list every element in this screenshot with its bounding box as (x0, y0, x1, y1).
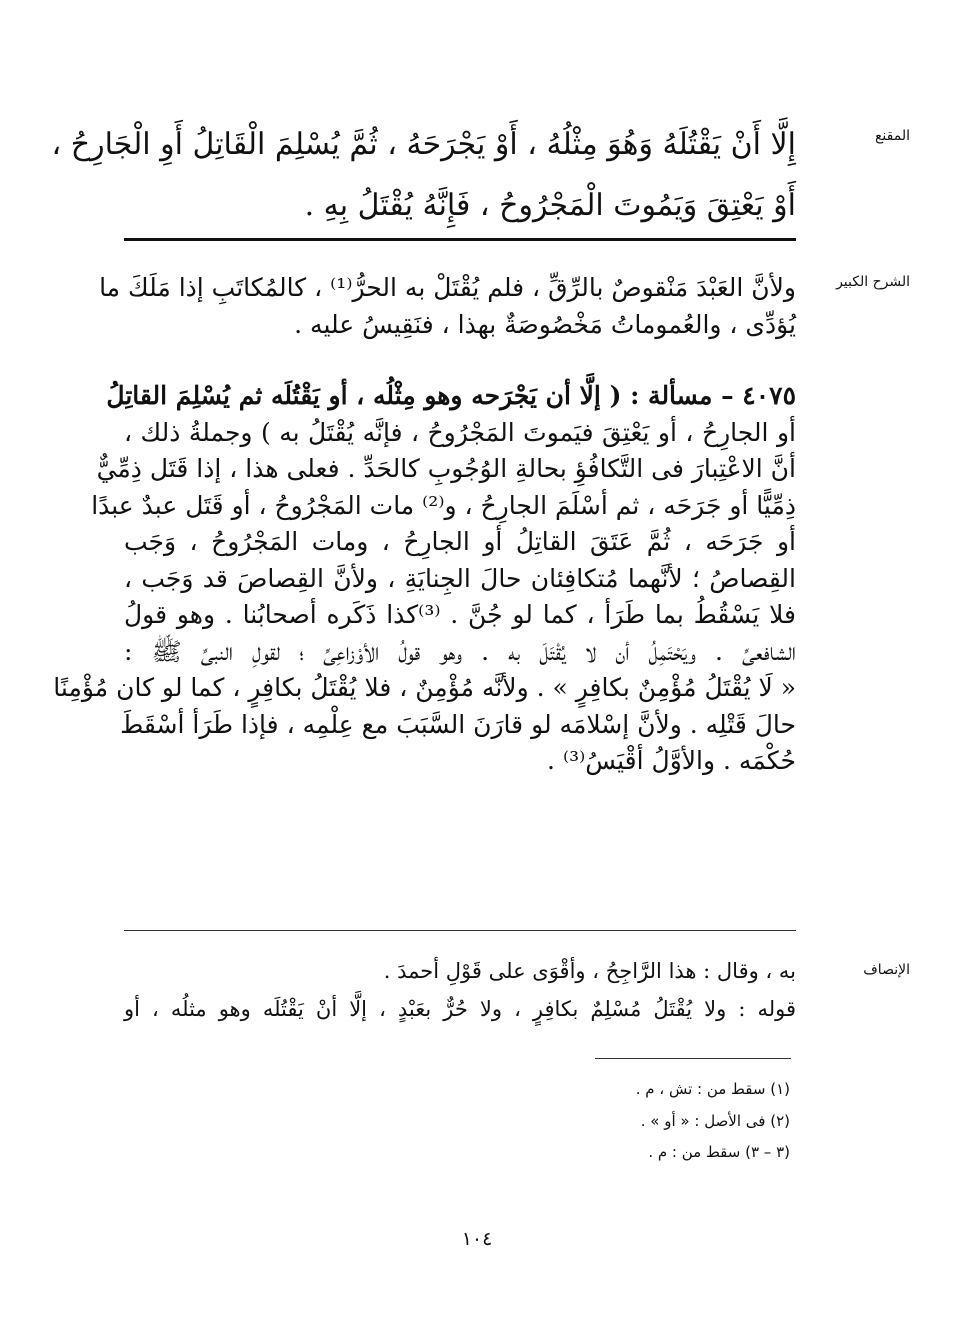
sharh-text (99, 270, 796, 343)
muqni-line: أَوْ يَعْتِقَ وَيَمُوتَ الْمَجْرُوحُ ، فَإِنَّهُ يُقْتَلُ بِهِ . (304, 188, 796, 223)
sharh-line: فلا يَسْقُطُ بما طَرَأ ، كما لو جُنَّ . ⁽³⁾كذا ذَكَره أصحابُنا . وهو قولُ (124, 600, 796, 629)
sharh-line: حالَ قَتْلِه . ولأنَّ إسْلامَه لو قارَنَ السَّبَبَ مع عِلْمِه ، فإذا طَرَأ أسْقَطَ (120, 709, 796, 739)
footnote-divider (595, 1058, 791, 1059)
sharh-line: أنَّ الاعْتِبارَ فى التَّكافُؤِ بحالةِ الوُجُوبِ كالحَدِّ . فعلى هذا ، إذا قَتَل ذِمِّيٌّ (96, 454, 796, 483)
sharh-line: حُكْمَه . والأوَّلُ أقْيَسُ⁽³⁾ . (547, 746, 796, 775)
masala-text (53, 378, 796, 780)
insaf-line: قوله : ولا يُقْتَلُ مُسْلِمٌ بكافِرٍ ، ولا حُرٌّ بعَبْدٍ ، إلَّا أنْ يَقْتُلَه وهو مثلُه ، أو (124, 997, 796, 1021)
footnote: (٢) فى الأصل : « أو » . (640, 1112, 790, 1130)
sharh-line: أو الجارِحُ ، أو يَعْتِقَ فيَموتَ المَجْرُوحُ ، فإنَّه يُقْتَلُ به ) وجملةُ ذلك ، (124, 417, 796, 447)
sharh-line: القِصاصُ ؛ لأنَّهما مُتكافِئان حالَ الجِنايَةِ ، ولأنَّ القِصاصَ قد وَجَب ، (124, 563, 796, 593)
insaf-text (124, 952, 796, 1028)
sharh-line: يُؤدِّى ، والعُموماتُ مَخْصُوصَةٌ بهذا ، فنَقِيسُ عليه . (294, 309, 796, 339)
footnote: (١) سقط من : تش ، م . (635, 1080, 790, 1098)
section-divider (124, 238, 796, 241)
footnote: (٣ – ٣) سقط من : م . (648, 1143, 790, 1161)
insaf-label: الإنصاف (863, 962, 910, 978)
muqni-text (51, 114, 796, 236)
sharh-line: ٤٠٧٥ – مسألة : ( إلَّا أن يَجْرَحه وهو مِثْلُه ، أو يَقْتُلَه ثم يُسْلِمَ القاتِلُ (106, 381, 796, 410)
sharh-line: الشافعىِّ . ويَحْتَمِلُ أن لا يُقْتَلَ به . وهو قولُ الأوْزاعِىِّ ؛ لقولِ النبىِّ ﷺ : (124, 636, 796, 666)
muqni-label: المقنع (874, 128, 910, 144)
sharh-line: ولأنَّ العَبْدَ مَنْقوصٌ بالرِّقِّ ، فلم يُقْتَلْ به الحرُّ⁽¹⁾ ، كالمُكاتَبِ إذا مَلَكَ ما (99, 273, 796, 302)
page-number: ١٠٤ (461, 1228, 493, 1250)
insaf-line: به ، وقال : هذا الرَّاجِحُ ، وأقْوَى على قَوْلِ أحمدَ . (383, 959, 796, 983)
sharh-line: ذِمِّيًّا أو جَرَحَه ، ثم أسْلَمَ الجارِحُ ، و⁽²⁾ مات المَجْرُوحُ ، أو قَتَل عبدٌ عبدًا (91, 490, 796, 520)
sharh-label: الشرح الكبير (836, 274, 910, 290)
sharh-line: « لَا يُقْتَلُ مُؤْمِنٌ بكافِرٍ » . ولأنَّه مُؤْمِنٌ ، فلا يُقْتَلُ بكافِرٍ ، كما لو كان مُؤْمِنًا (53, 673, 796, 702)
muqni-line: إِلَّا أَنْ يَقْتُلَهُ وَهُوَ مِثْلُهُ ، أَوْ يَجْرَحَهُ ، ثُمَّ يُسْلِمَ الْقَاتِلُ أَوِ الْجَارِحُ ، (51, 127, 796, 162)
section-divider (124, 930, 796, 931)
sharh-line: أو جَرَحَه ، ثُمَّ عَتَقَ القاتِلُ أو الجارِحُ ، ومات المَجْرُوحُ ، وَجَب (124, 527, 796, 556)
